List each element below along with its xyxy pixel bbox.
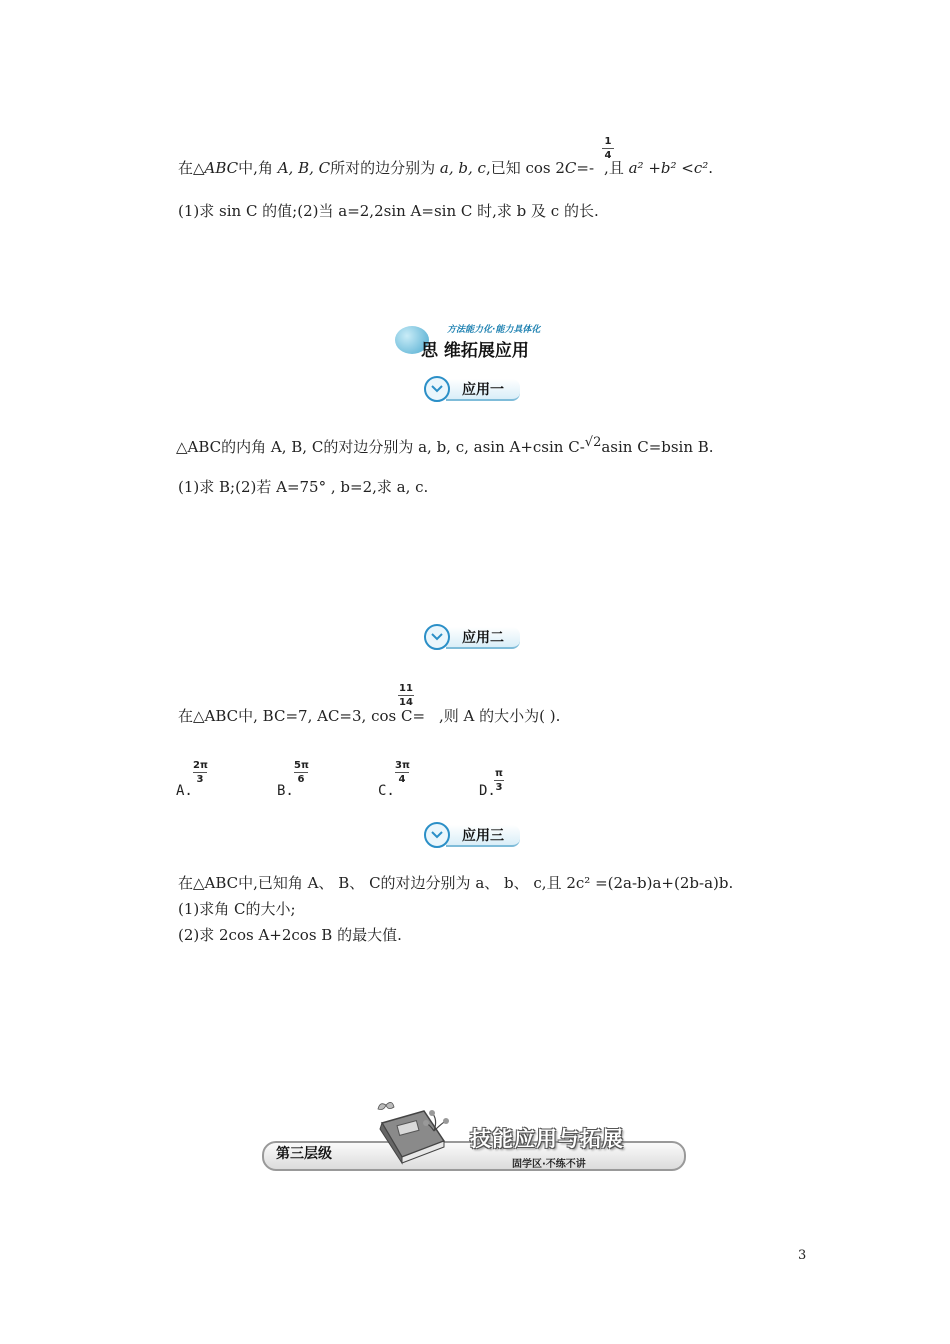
problem1-line1	[178, 157, 713, 179]
chevron-down-icon	[424, 822, 450, 848]
text: 在△	[178, 159, 205, 177]
app3-tag	[424, 821, 522, 849]
fraction-eleven-fourteenths	[398, 683, 414, 708]
level-label: 第三层级	[276, 1146, 332, 1162]
choice-label: C.	[378, 783, 395, 799]
choice-c[interactable]	[378, 783, 395, 799]
fraction-denominator: 4	[604, 150, 612, 161]
fraction-denominator: 4	[398, 774, 406, 785]
app1-label: 应用一	[462, 382, 504, 398]
text: ,且	[604, 159, 629, 177]
chevron-down-icon	[424, 624, 450, 650]
fraction-denominator: 6	[297, 774, 305, 785]
app3-line1: 在△ABC中,已知角 A、 B、 C的对边分别为 a、 b、 c,且 2c² =(2a-b)a+(2b-a)b.	[178, 874, 734, 892]
text: △ABC的内角 A, B, C的对边分别为 a, b, c, asin A+csin C-	[176, 438, 585, 456]
text: ,已知 cos 2	[485, 159, 565, 177]
fraction-numerator: 2π	[193, 760, 208, 771]
level-slogan: 固学区·不练不讲	[512, 1159, 586, 1170]
choice-b[interactable]	[277, 783, 294, 799]
sqrt-two: √2	[584, 435, 602, 450]
level-title: 技能应用与拓展	[470, 1127, 624, 1151]
choice-b-fraction	[294, 760, 308, 785]
section-heading-banner	[395, 322, 565, 362]
level-banner	[262, 1095, 687, 1185]
var-c: C	[564, 159, 577, 177]
choice-label: A.	[176, 783, 193, 799]
section-subtitle: 方法能力化·能力具体化	[447, 325, 541, 335]
problem1-line2: (1)求 sin C 的值;(2)当 a=2,2sin A=sin C 时,求 b 及 c 的长.	[178, 202, 599, 220]
text: =-	[576, 159, 595, 177]
app2-line1	[178, 705, 560, 727]
app1-line2: (1)求 B;(2)若 A=75° , b=2,求 a, c.	[178, 478, 429, 496]
chevron-down-icon	[424, 376, 450, 402]
fraction-denominator: 14	[399, 697, 413, 708]
app2-tag	[424, 623, 522, 651]
choice-a[interactable]	[176, 783, 193, 799]
choice-d-fraction	[494, 768, 504, 793]
triangle-name: ABC	[204, 159, 239, 177]
app3-label: 应用三	[462, 828, 504, 844]
fraction-denominator: 3	[495, 782, 503, 793]
choice-label: D.	[479, 783, 496, 799]
text: asin C=bsin B.	[601, 438, 714, 456]
page-number: 3	[798, 1248, 807, 1263]
app3-line2: (1)求角 C的大小;	[178, 900, 296, 918]
book-butterfly-icon	[372, 1101, 452, 1171]
fraction-denominator: 3	[196, 774, 204, 785]
section-title: 思 维拓展应用	[421, 341, 529, 361]
condition: a² +b² <c²	[628, 159, 709, 177]
angles: A, B, C	[277, 159, 331, 177]
text: 所对的边分别为	[330, 159, 440, 177]
fraction-numerator: 11	[399, 683, 413, 694]
sides: a, b, c	[439, 159, 486, 177]
fraction-numerator: π	[495, 768, 503, 779]
fraction-numerator: 1	[604, 136, 612, 147]
choice-a-fraction	[193, 760, 207, 785]
app1-tag	[424, 375, 522, 403]
fraction-one-quarter	[602, 136, 614, 161]
text: .	[708, 159, 714, 177]
text: 中,角	[238, 159, 278, 177]
fraction-numerator: 5π	[294, 760, 309, 771]
app3-line3: (2)求 2cos A+2cos B 的最大值.	[178, 926, 402, 944]
text: ,则 A 的大小为( ).	[439, 707, 561, 725]
app1-line1	[176, 432, 714, 458]
app2-label: 应用二	[462, 630, 504, 646]
choice-c-fraction	[395, 760, 409, 785]
text: 在△ABC中, BC=7, AC=3, cos C=	[178, 707, 426, 725]
fraction-numerator: 3π	[395, 760, 410, 771]
choice-label: B.	[277, 783, 294, 799]
